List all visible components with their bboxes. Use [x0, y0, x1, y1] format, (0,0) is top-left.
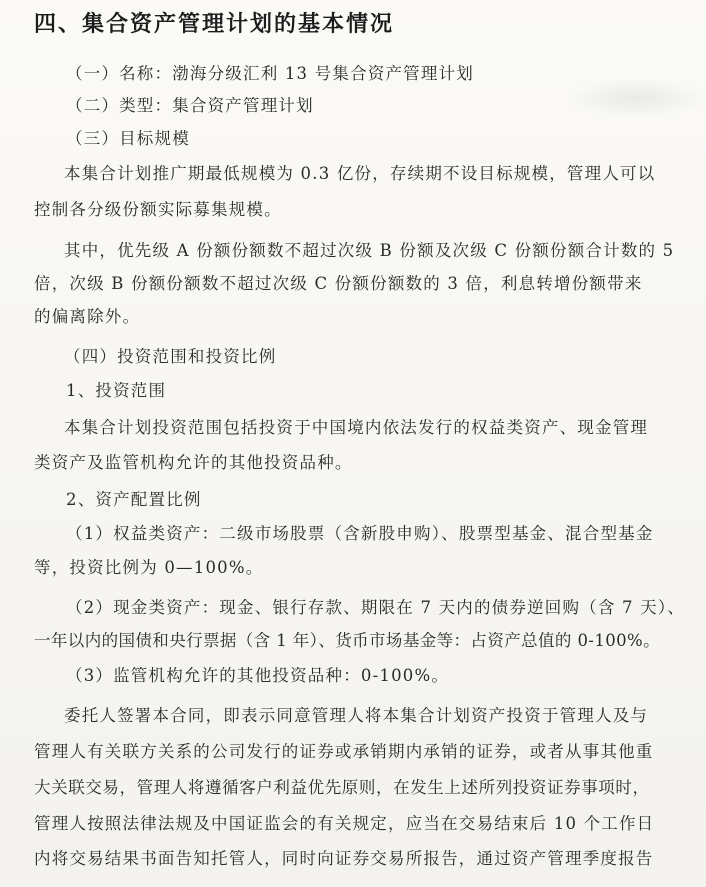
scale-paragraph-line-1: 本集合计划推广期最低规模为 0.3 亿份，存续期不设目标规模，管理人可以: [64, 164, 656, 183]
investment-heading: （四）投资范围和投资比例: [64, 347, 277, 366]
consent-paragraph-line-2: 管理人有关联方关系的公司发行的证券或承销期内承销的证券，或者从事其他重: [34, 742, 654, 761]
consent-paragraph-line-4: 管理人按照法律法规及中国证监会的有关规定，应当在交易结束后 10 个工作日: [34, 814, 655, 833]
investment-scope-heading: 1、投资范围: [66, 381, 167, 400]
allocation-equity-line-1: （1）权益类资产：二级市场股票（含新股申购）、股票型基金、混合型基金: [66, 524, 654, 543]
allocation-other-line: （3）监管机构允许的其他投资品种：0-100%。: [66, 666, 450, 685]
allocation-heading: 2、资产配置比例: [66, 490, 202, 509]
plan-name-line: （一）名称：渤海分级汇利 13 号集合资产管理计划: [66, 64, 474, 83]
section-heading: 四、集合资产管理计划的基本情况: [34, 11, 395, 37]
ratio-paragraph-line-3: 的偏离除外。: [34, 307, 141, 326]
consent-paragraph-line-3: 大关联交易，管理人将遵循客户利益优先原则，在发生上述所列投资证券事项时，: [34, 778, 650, 797]
scope-paragraph-line-2: 类资产及监管机构允许的其他投资品种。: [34, 453, 353, 472]
allocation-cash-line-1: （2）现金类资产：现金、银行存款、期限在 7 天内的债券逆回购（含 7 天）、: [66, 598, 686, 617]
allocation-equity-line-2: 等，投资比例为 0—100%。: [34, 558, 264, 577]
scale-paragraph-line-2: 控制各分级份额实际募集规模。: [34, 200, 282, 219]
consent-paragraph-line-1: 委托人签署本合同，即表示同意管理人将本集合计划资产投资于管理人及与: [64, 706, 649, 725]
consent-paragraph-line-5: 内将交易结果书面告知托管人，同时向证券交易所报告，通过资产管理季度报告: [34, 849, 654, 868]
plan-type-line: （二）类型：集合资产管理计划: [66, 96, 314, 115]
bleed-through-shadow: [566, 78, 706, 118]
ratio-paragraph-line-1: 其中，优先级 A 份额份额数不超过次级 B 份额及次级 C 份额份额合计数的 5: [64, 241, 675, 260]
scope-paragraph-line-1: 本集合计划投资范围包括投资于中国境内依法发行的权益类资产、现金管理: [64, 418, 649, 437]
allocation-cash-line-2: 一年以内的国债和央行票据（含 1 年）、货币市场基金等：占资产总值的 0-100%。: [34, 631, 661, 650]
ratio-paragraph-line-2: 倍，次级 B 份额份额数不超过次级 C 份额份额数的 3 倍，利息转增份额带来: [34, 274, 643, 293]
target-scale-heading: （三）目标规模: [66, 129, 190, 148]
